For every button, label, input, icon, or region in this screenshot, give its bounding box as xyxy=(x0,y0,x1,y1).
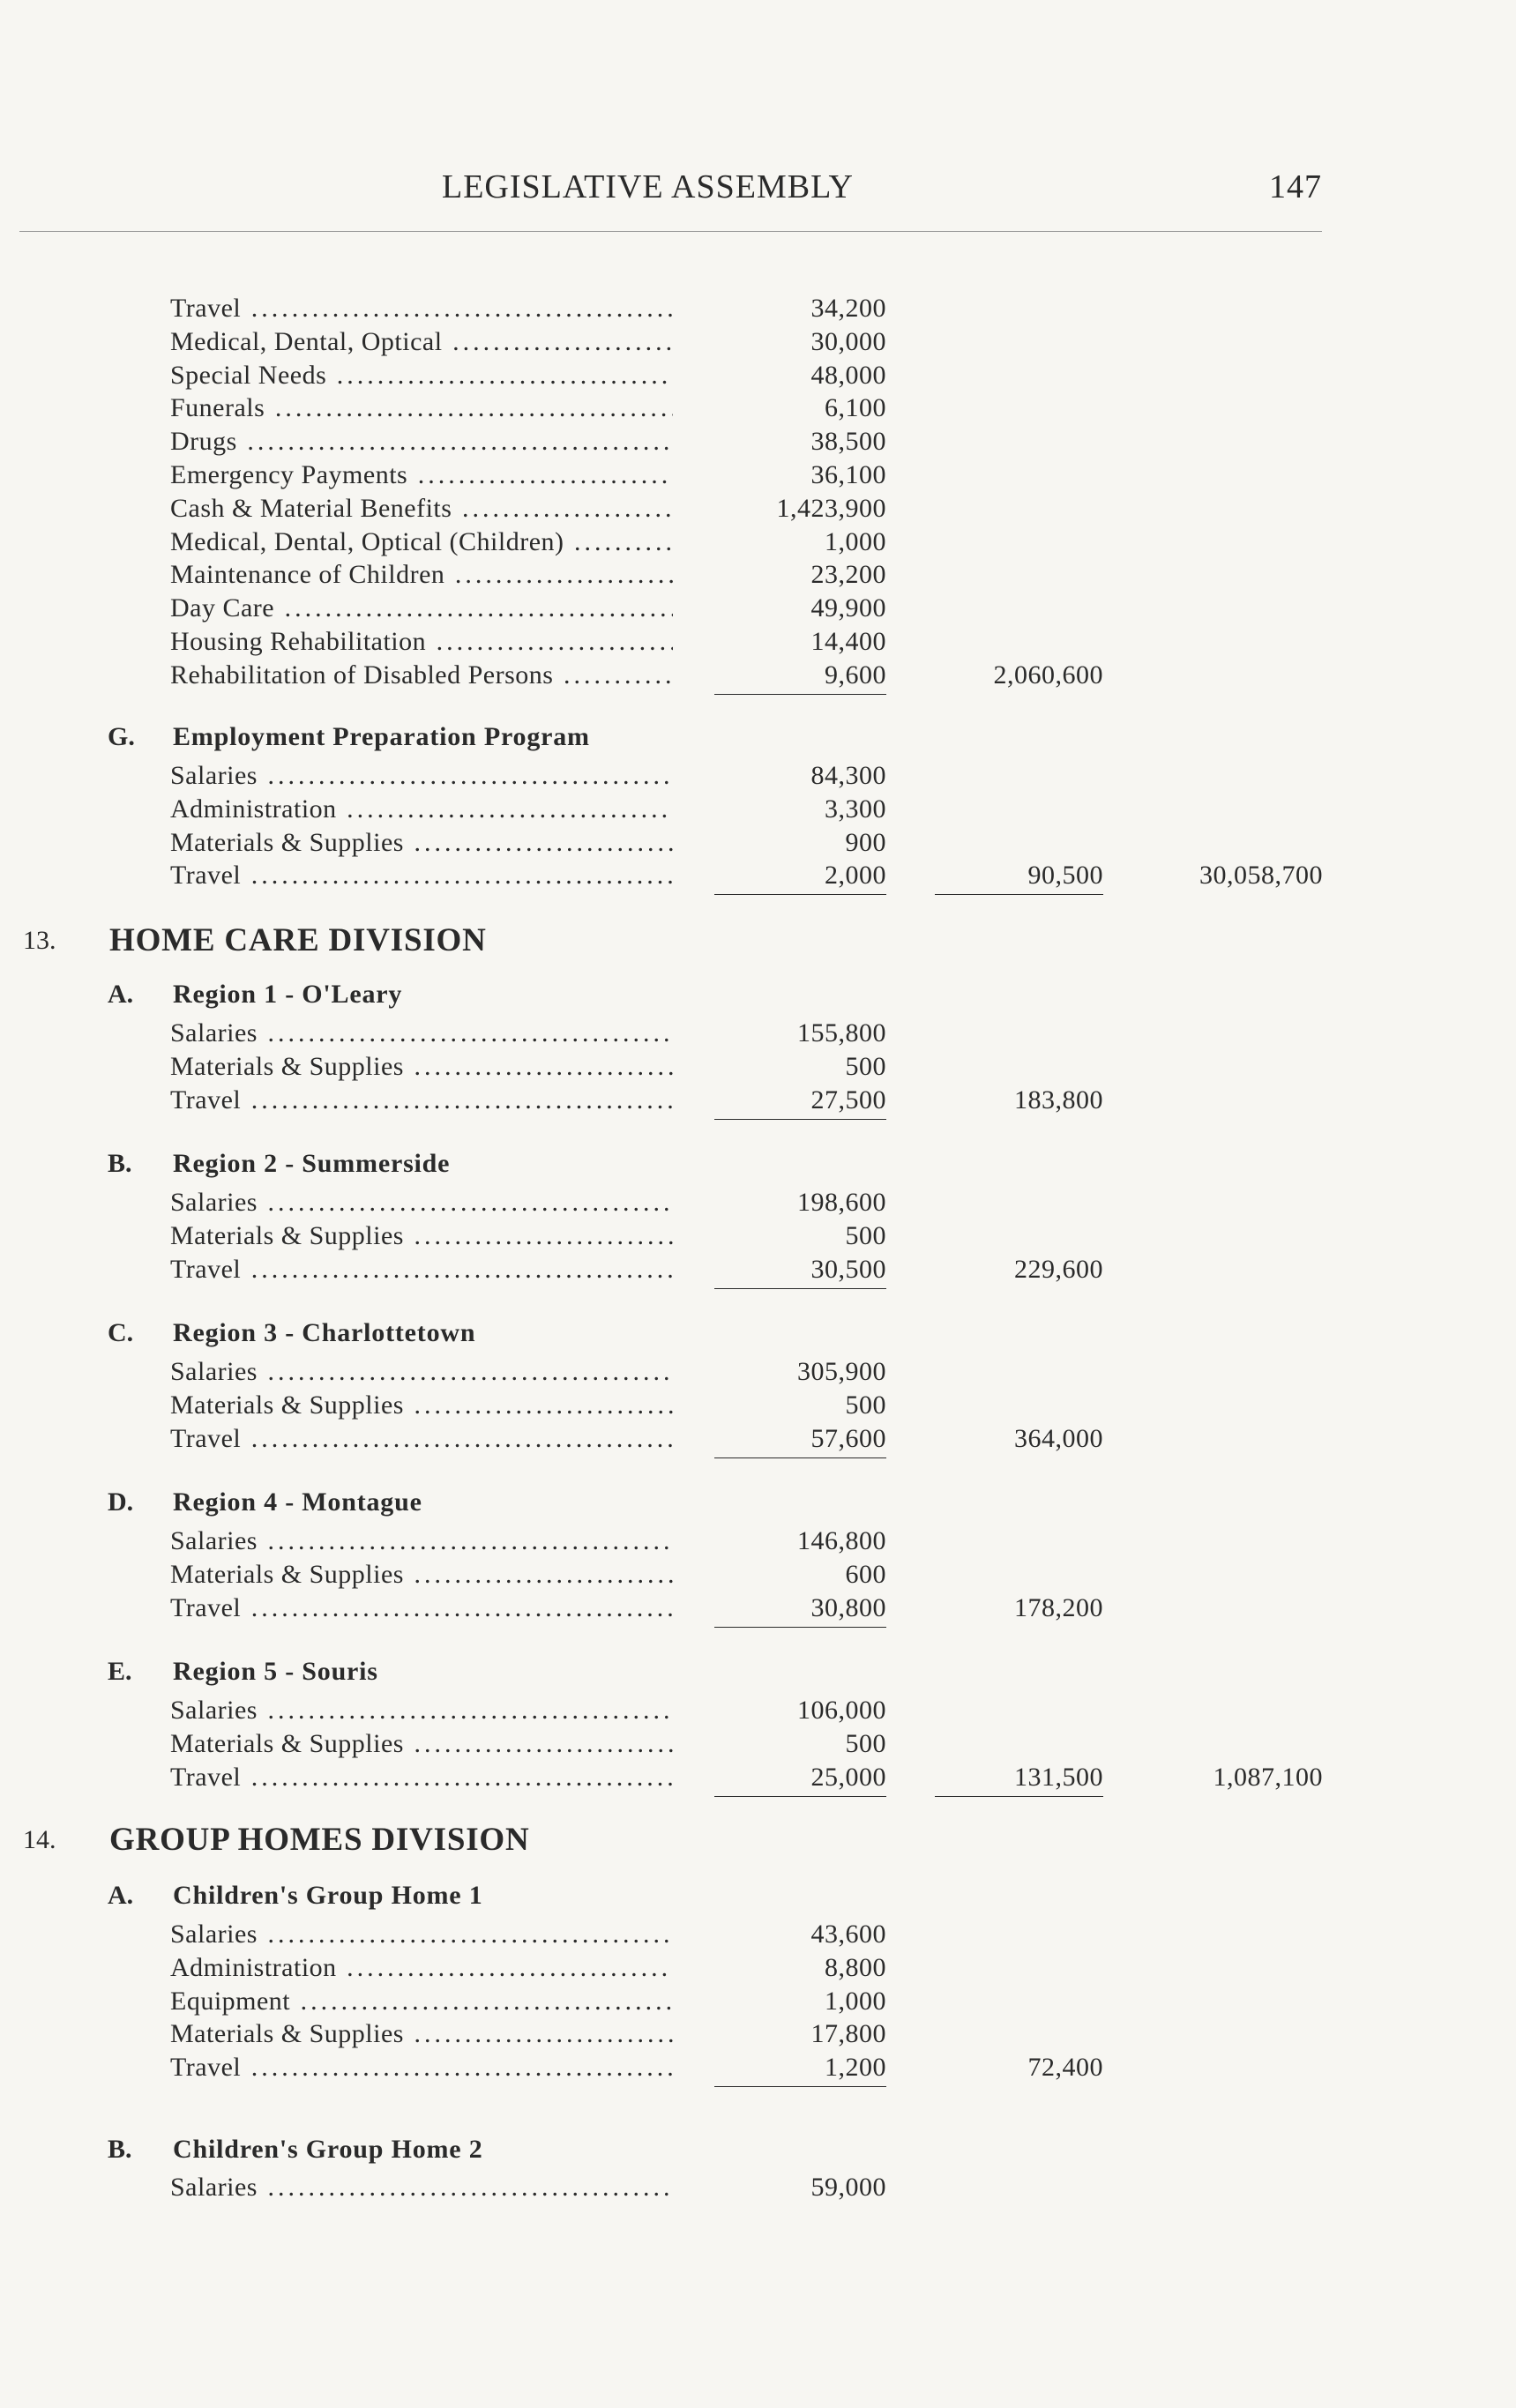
section-letter: B. xyxy=(108,2135,132,2164)
line-item-label: Travel ..... xyxy=(170,1592,673,1624)
line-item-amount: 1,200 xyxy=(697,2052,886,2084)
section-letter: C. xyxy=(108,1318,134,1347)
line-item-label: Salaries ..... xyxy=(170,1525,673,1557)
line-item-label: Travel ..... xyxy=(170,293,673,324)
line-item-label: Cash & Material Benefits ..... xyxy=(170,493,673,525)
line-item-label: Equipment ..... xyxy=(170,1986,673,2017)
line-item-amount: 38,500 xyxy=(810,427,886,457)
line-item-amount: 1,423,900 xyxy=(776,493,886,523)
line-item-label: Salaries ..... xyxy=(170,1187,673,1219)
line-item-amount: 8,800 xyxy=(825,1952,886,1982)
line-item-label: Travel ..... xyxy=(170,1423,673,1455)
line-item-amount: 500 xyxy=(845,1220,886,1250)
page-number: 147 xyxy=(1269,168,1322,205)
line-item-amount: 23,200 xyxy=(810,560,886,590)
line-item-label: Medical, Dental, Optical (Children) ..... xyxy=(170,526,673,558)
line-item-amount: 30,000 xyxy=(810,326,886,356)
line-item-label: Administration ..... xyxy=(170,794,673,825)
line-item-label: Day Care ..... xyxy=(170,593,673,624)
line-item-label: Materials & Supplies ..... xyxy=(170,1390,673,1421)
line-item-amount: 900 xyxy=(845,827,886,857)
section-letter: A. xyxy=(108,1881,134,1910)
section-heading: Employment Preparation Program xyxy=(173,722,590,751)
line-item-label: Travel ..... xyxy=(170,1254,673,1286)
line-item-label: Travel ..... xyxy=(170,860,673,891)
line-item-label: Materials & Supplies ..... xyxy=(170,1220,673,1252)
section-heading: Children's Group Home 1 xyxy=(173,1881,483,1910)
line-item-amount: 155,800 xyxy=(797,1018,886,1047)
line-item-label: Housing Rehabilitation ..... xyxy=(170,626,673,658)
section-heading: Region 5 - Souris xyxy=(173,1657,378,1686)
section-subtotal: 183,800 xyxy=(1014,1085,1103,1115)
line-item-amount: 17,800 xyxy=(810,2019,886,2049)
line-item-amount: 500 xyxy=(845,1390,886,1420)
line-item-label: Drugs ..... xyxy=(170,426,673,458)
line-item-amount: 6,100 xyxy=(825,393,886,423)
division-total: 1,087,100 xyxy=(1213,1762,1323,1792)
line-item-label: Salaries ..... xyxy=(170,1919,673,1950)
line-item-label: Emergency Payments ..... xyxy=(170,459,673,491)
line-item-amount: 106,000 xyxy=(797,1696,886,1725)
line-item-amount: 2,000 xyxy=(697,860,886,891)
line-item-label: Salaries ..... xyxy=(170,2172,673,2203)
line-item-label: Funerals ..... xyxy=(170,392,673,424)
line-item-amount: 14,400 xyxy=(810,627,886,656)
line-item-amount: 1,000 xyxy=(825,1986,886,2016)
line-item-label: Salaries ..... xyxy=(170,1018,673,1049)
line-item-label: Special Needs ..... xyxy=(170,360,673,391)
line-item-amount: 146,800 xyxy=(797,1526,886,1555)
section-letter: E. xyxy=(108,1657,132,1686)
line-item-amount: 34,200 xyxy=(810,294,886,323)
division-number: 14. xyxy=(23,1825,56,1854)
header-rule xyxy=(19,231,1322,232)
line-item-label: Materials & Supplies ..... xyxy=(170,827,673,859)
section-letter: D. xyxy=(108,1487,134,1517)
line-item-amount: 305,900 xyxy=(797,1357,886,1386)
section-letter: A. xyxy=(108,980,134,1009)
division-number: 13. xyxy=(23,926,56,955)
line-item-amount: 25,000 xyxy=(697,1762,886,1793)
section-subtotal: 364,000 xyxy=(1014,1423,1103,1453)
line-item-label: Administration ..... xyxy=(170,1952,673,1984)
line-item-label: Salaries ..... xyxy=(170,760,673,792)
line-item-label: Maintenance of Children ..... xyxy=(170,559,673,591)
division-heading: GROUP HOMES DIVISION xyxy=(109,1822,530,1858)
section-subtotal: 90,500 xyxy=(917,860,1103,891)
division-total: 30,058,700 xyxy=(1199,861,1323,891)
line-item-label: Travel ..... xyxy=(170,1085,673,1116)
section-letter: G. xyxy=(108,722,135,751)
line-item-amount: 49,900 xyxy=(810,593,886,623)
line-item-amount: 30,800 xyxy=(697,1592,886,1624)
line-item-amount: 84,300 xyxy=(810,761,886,790)
line-item-amount: 1,000 xyxy=(825,526,886,556)
page-title: LEGISLATIVE ASSEMBLY xyxy=(442,168,854,205)
section-heading: Region 3 - Charlottetown xyxy=(173,1318,476,1347)
line-item-label: Medical, Dental, Optical ..... xyxy=(170,326,673,358)
line-item-amount: 43,600 xyxy=(810,1920,886,1949)
line-item-amount: 500 xyxy=(845,1728,886,1758)
line-item-label: Salaries ..... xyxy=(170,1695,673,1726)
line-item-amount: 57,600 xyxy=(697,1423,886,1455)
section-subtotal: 72,400 xyxy=(1027,2053,1103,2083)
line-item-amount: 48,000 xyxy=(810,360,886,390)
section-subtotal: 131,500 xyxy=(917,1762,1103,1793)
line-item-amount: 600 xyxy=(845,1559,886,1589)
section-heading: Children's Group Home 2 xyxy=(173,2135,483,2164)
section-subtotal: 229,600 xyxy=(1014,1254,1103,1284)
line-item-label: Materials & Supplies ..... xyxy=(170,1051,673,1083)
section-heading: Region 2 - Summerside xyxy=(173,1149,451,1178)
line-item-amount: 9,600 xyxy=(697,660,886,691)
line-item-amount: 30,500 xyxy=(697,1254,886,1286)
line-item-label: Rehabilitation of Disabled Persons ..... xyxy=(170,660,673,691)
line-item-amount: 3,300 xyxy=(825,794,886,824)
line-item-label: Salaries ..... xyxy=(170,1356,673,1388)
line-item-amount: 198,600 xyxy=(797,1188,886,1217)
section-heading: Region 4 - Montague xyxy=(173,1487,422,1517)
section-subtotal: 2,060,600 xyxy=(993,660,1103,690)
line-item-amount: 500 xyxy=(845,1051,886,1081)
division-heading: HOME CARE DIVISION xyxy=(109,922,487,958)
section-letter: B. xyxy=(108,1149,132,1178)
section-subtotal: 178,200 xyxy=(1014,1592,1103,1622)
line-item-amount: 36,100 xyxy=(810,460,886,489)
line-item-amount: 59,000 xyxy=(810,2173,886,2202)
line-item-label: Travel ..... xyxy=(170,1762,673,1793)
line-item-label: Materials & Supplies ..... xyxy=(170,1559,673,1591)
line-item-label: Travel ..... xyxy=(170,2052,673,2084)
section-heading: Region 1 - O'Leary xyxy=(173,980,403,1009)
line-item-label: Materials & Supplies ..... xyxy=(170,2018,673,2050)
line-item-label: Materials & Supplies ..... xyxy=(170,1728,673,1760)
line-item-amount: 27,500 xyxy=(697,1085,886,1116)
